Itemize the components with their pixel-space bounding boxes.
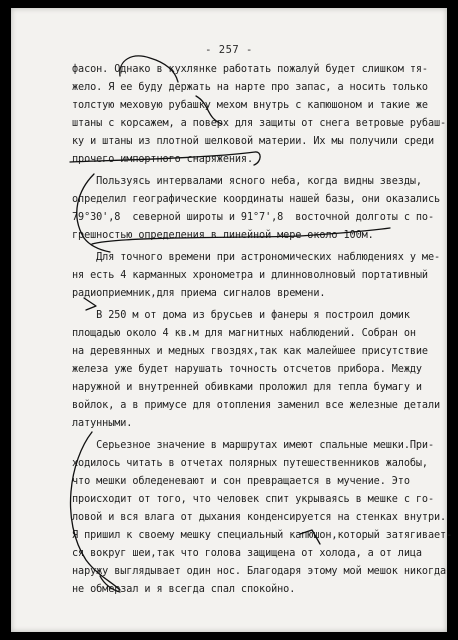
- text-line: ловой и вся влага от дыхания конденсируется на стенках внутри.: [72, 512, 447, 523]
- text-line: В 250 м от дома из брусьев и фанеры я построил домик: [72, 310, 410, 321]
- text-line: прочего импортного снаряжения.: [72, 154, 254, 165]
- text-line: ку и штаны из плотной шелковой материи. Их мы получили среди: [72, 136, 435, 147]
- text-line: не обмерзал и я всегда спал спокойно.: [72, 584, 296, 595]
- text-line: фасон. Однако в кухлянке работать пожалуй будет слишком тя-: [72, 64, 428, 75]
- text-line: происходит от того, что человек спит укрываясь в мешке с го-: [72, 494, 435, 505]
- text-line: ся вокруг шеи,так что голова защищена от холода, а от лица: [72, 548, 422, 559]
- text-line: на деревянных и медных гвоздях,так как малейшее присутствие: [72, 346, 428, 357]
- text-line: латунными.: [72, 418, 133, 429]
- text-line: жело. Я ее буду держать на нарте про запас, а носить только: [72, 82, 428, 93]
- text-line: наружной и внутренней обивками проложил для тепла бумагу и: [72, 382, 422, 393]
- text-line: ня есть 4 карманных хронометра и длинноволновый портативный: [72, 270, 428, 281]
- text-line: площадью около 4 кв.м для магнитных наблюдений. Собран он: [72, 328, 416, 339]
- text-line: наружу выглядывает один нос. Благодаря этому мой мешок никогда: [72, 566, 447, 577]
- text-line: штаны с корсажем, а поверх для защиты от снега ветровые рубаш-: [72, 118, 447, 129]
- text-line: определил географические координаты нашей базы, они оказались: [72, 194, 441, 205]
- text-line: грешностью определения в линейной мере около 100м.: [72, 230, 374, 241]
- text-line: радиоприемник,для приема сигналов времени.: [72, 288, 326, 299]
- text-line: что мешки обледеневают и сон превращается в мучение. Это: [72, 476, 410, 487]
- text-line: толстую меховую рубашку мехом внутрь с капюшоном и такие же: [72, 100, 428, 111]
- text-line: Серьезное значение в маршрутах имеют спальные мешки.При-: [72, 440, 435, 451]
- text-line: ходилось читать в отчетах полярных путешественников жалобы,: [72, 458, 428, 469]
- text-line: 79°30',8 северной широты и 91°7',8 восточной долготы с по-: [72, 212, 435, 223]
- text-line: Для точного времени при астрономических наблюдениях у ме-: [72, 252, 441, 263]
- text-line: Я пришил к своему мешку специальный капюшон,который затягивает-: [72, 530, 453, 541]
- text-line: Пользуясь интервалами ясного неба, когда видны звезды,: [72, 176, 422, 187]
- text-line: железа уже будет нарушать точность отсчетов прибора. Между: [72, 364, 422, 375]
- text-line: войлок, а в примусе для отопления заменил все железные детали: [72, 400, 441, 411]
- page-number: - 257 -: [205, 44, 253, 56]
